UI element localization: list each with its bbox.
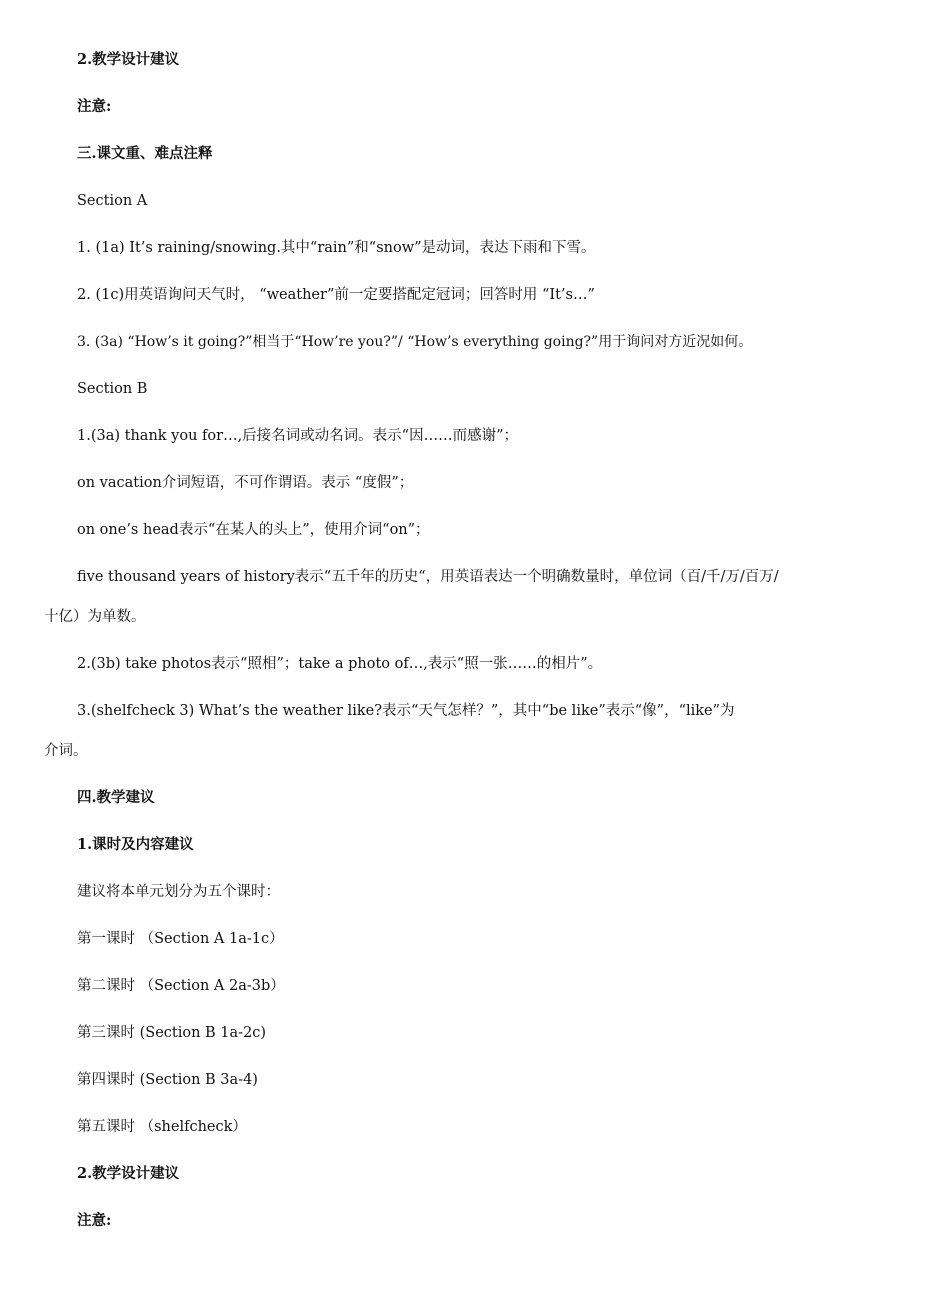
- section-b-label: Section B: [77, 381, 148, 397]
- note-b-3-cont: 介词。: [44, 743, 88, 759]
- note-a-1: 1. (1a) It’s raining/snowing.其中“rain”和“snow”是动词，表达下雨和下雪。: [77, 240, 596, 256]
- note-a-2: 2. (1c)用英语询问天气时， “weather”前一定要搭配定冠词；回答时用 “It’s…”: [77, 287, 595, 303]
- note-a-3: 3. (3a) “How’s it going?”相当于“How’re you?”/ “How’s everything going?”用于询问对方近况如何。: [77, 334, 753, 350]
- lesson-4: 第四课时 (Section B 3a-4): [77, 1072, 258, 1088]
- note-b-1-history: five thousand years of history表示“五千年的历史“，用英语表达一个明确数量时，单位词（百/千/万/百万/: [77, 569, 779, 585]
- heading-teaching-design-2: 2.教学设计建议: [77, 1165, 180, 1182]
- note-b-3: 3.(shelfcheck 3) What’s the weather like?表示“天气怎样？”，其中“be like”表示“像”，“like”为: [77, 703, 735, 719]
- lesson-5: 第五课时 （shelfcheck）: [77, 1119, 247, 1135]
- lesson-1: 第一课时 （Section A 1a-1c）: [77, 931, 284, 947]
- heading-lesson-plan: 1.课时及内容建议: [77, 836, 194, 853]
- note-b-1-vacation: on vacation介词短语，不可作谓语。表示 “度假”；: [77, 475, 414, 491]
- heading-note: 注意:: [77, 98, 112, 115]
- note-b-1-head: on one’s head表示“在某人的头上”，使用介词“on”；: [77, 522, 430, 538]
- note-b-1-history-cont: 十亿）为单数。: [44, 609, 146, 625]
- heading-teaching-suggestions: 四.教学建议: [77, 789, 155, 806]
- lesson-2: 第二课时 （Section A 2a-3b）: [77, 978, 285, 994]
- lesson-3: 第三课时 (Section B 1a-2c): [77, 1025, 267, 1041]
- note-b-2: 2.(3b) take photos表示“照相”；take a photo of…,表示“照一张……的相片”。: [77, 656, 603, 672]
- heading-teaching-design: 2.教学设计建议: [77, 51, 180, 68]
- heading-text-notes: 三.课文重、难点注释: [77, 145, 213, 162]
- heading-note-2: 注意:: [77, 1212, 112, 1229]
- note-b-1: 1.(3a) thank you for…,后接名词或动名词。表示“因……而感谢”；: [77, 428, 519, 444]
- lesson-intro: 建议将本单元划分为五个课时：: [77, 884, 280, 900]
- section-a-label: Section A: [77, 193, 148, 209]
